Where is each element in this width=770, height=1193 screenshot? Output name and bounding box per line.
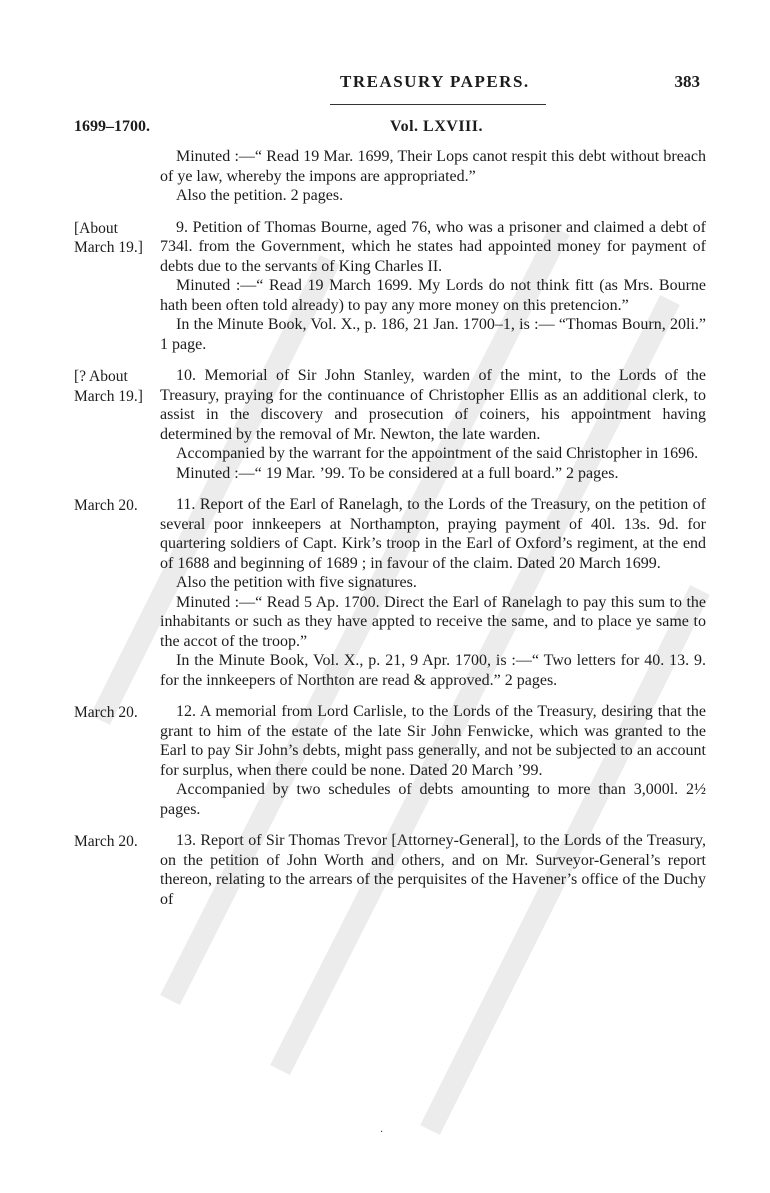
entry-text bbox=[160, 147, 706, 206]
entry bbox=[74, 218, 706, 355]
paragraph: Minuted :—“ Read 19 Mar. 1699, Their Lops canot respit this debt without breach of ye law, whereby the impons are appropriated.” bbox=[160, 148, 706, 185]
running-title: TREASURY PAPERS. bbox=[340, 72, 530, 91]
year-range: 1699–1700. bbox=[74, 118, 150, 135]
volume-label: Vol. LXVIII. bbox=[390, 118, 483, 135]
entry bbox=[74, 366, 706, 483]
paragraph: Also the petition with five signatures. bbox=[176, 574, 417, 591]
document-body bbox=[74, 147, 706, 909]
margin-date: [About March 19.] bbox=[74, 219, 143, 256]
paragraph: 12. A memorial from Lord Carlisle, to the Lords of the Treasury, desiring that the grant to him of the estate of the late Sir John Fenwicke, which was granted to the Earl to pay Sir John’s debts, might pass generally, and not be subjected to an account for surplus, when there could be none. Dated 20 March ’99. bbox=[160, 703, 706, 779]
paragraph: Minuted :—“ Read 19 March 1699. My Lords do not think fitt (as Mrs. Bourne hath been often told already) to pay any more money on this pretencion.” bbox=[160, 277, 706, 314]
margin-date: March 20. bbox=[74, 833, 138, 850]
paragraph: Minuted :—“ Read 5 Ap. 1700. Direct the Earl of Ranelagh to pay this sum to the inhabitants or such as they have appted to receive the same, and to place ye same to the accot of the troop.” bbox=[160, 593, 706, 650]
paragraph: 13. Report of Sir Thomas Trevor [Attorney-General], to the Lords of the Treasury, on the petition of John Worth and others, and on Mr. Surveyor-General’s report thereon, relating to the arrears of the perquisites of the Havener’s office of the Duchy of bbox=[160, 832, 706, 908]
paragraph: 10. Memorial of Sir John Stanley, warden of the mint, to the Lords of the Treasury, praying for the continuance of Christopher Ellis as an additional clerk, to assist in the discovery and prosecution of coiners, his appointment having determined by the removal of Mr. Newton, the late warden. bbox=[160, 367, 706, 443]
paragraph: Minuted :—“ 19 Mar. ’99. To be considered at a full board.” 2 pages. bbox=[176, 464, 619, 482]
margin-date bbox=[74, 147, 160, 206]
year-line bbox=[74, 118, 706, 142]
running-head bbox=[300, 72, 700, 98]
paragraph: In the Minute Book, Vol. X., p. 21, 9 Apr. 1700, is :—“ Two letters for 40. 13. 9. for the innkeepers of Northton are read & approved.” 2 pages. bbox=[160, 652, 706, 689]
entry bbox=[74, 702, 706, 819]
entry-text bbox=[160, 495, 706, 690]
bottom-mark: · bbox=[380, 1127, 384, 1138]
entry-text bbox=[160, 702, 706, 819]
entry bbox=[74, 831, 706, 909]
entry-text bbox=[160, 218, 706, 355]
paragraph: Accompanied by two schedules of debts amounting to more than 3,000l. 2½ pages. bbox=[160, 781, 706, 818]
margin-date: March 20. bbox=[74, 704, 138, 721]
entry bbox=[74, 495, 706, 690]
paragraph: 9. Petition of Thomas Bourne, aged 76, who was a prisoner and claimed a debt of 734l. from the Government, which he states had appointed money for payment of debts due to the servants of King Charles II. bbox=[160, 218, 706, 275]
paragraph: 11. Report of the Earl of Ranelagh, to the Lords of the Treasury, on the petition of several poor innkeepers at Northampton, praying payment of 40l. 13s. 9d. for quartering soldiers of Capt. Kirk’s troop in the Earl of Oxford’s regiment, at the end of 1688 and beginning of 1689 ; in favour of the claim. Dated 20 March 1699. bbox=[160, 496, 706, 572]
entry bbox=[74, 147, 706, 206]
paragraph: Also the petition. 2 pages. bbox=[176, 187, 344, 204]
margin-date: March 20. bbox=[74, 497, 138, 514]
entry-text bbox=[160, 831, 706, 909]
paragraph: Accompanied by the warrant for the appointment of the said Christopher in 1696. bbox=[176, 445, 699, 462]
margin-date: [? About March 19.] bbox=[74, 368, 143, 405]
header-rule bbox=[330, 104, 546, 105]
page-number: 383 bbox=[674, 72, 700, 91]
paragraph: In the Minute Book, Vol. X., p. 186, 21 Jan. 1700–1, is :— “Thomas Bourn, 20li.” 1 page. bbox=[160, 316, 706, 353]
entry-text bbox=[160, 366, 706, 483]
